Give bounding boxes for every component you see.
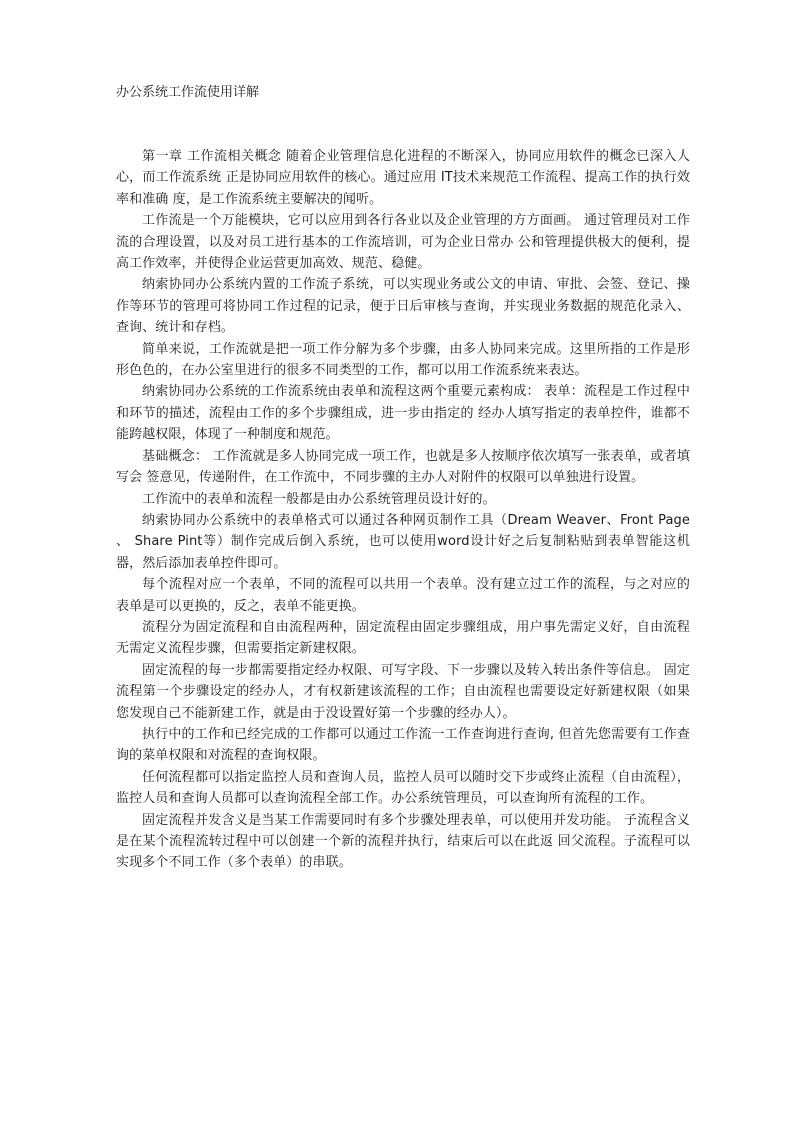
paragraph: 纳索协同办公系统内置的工作流子系统，可以实现业务或公文的申请、审批、会签、登记、操作等环节的管理可将协同工作过程的记录，便于日后审核与查询，并实现业务数据的规范化录入、查询、统计和存档。 <box>116 277 690 336</box>
paragraph: 工作流是一个万能模块，它可以应用到各行各业以及企业管理的方方面画。 通过管理员对工作流的合理设置，以及对员工进行基本的工作流培训，可为企业日常办 公和管理提供极大的便利，提高工作效率，并使得企业运营更加高效、规范、稳健。 <box>116 213 690 272</box>
paragraph: 纳索协同办公系统的工作流系统由表单和流程这两个重要元素构成： 表单：流程是工作过程中和环节的描述，流程由工作的多个步骤组成，进一步由指定的 经办人填写指定的表单控件，谁都不能跨越权限，体现了一种制度和规范。 <box>116 384 690 443</box>
paragraph: 执行中的工作和已经完成的工作都可以通过工作流一工作查询进行查询, 但首先您需要有工作查询的菜单权限和对流程的查询权限。 <box>116 726 690 764</box>
document-title: 办公系统工作流使用详解 <box>116 85 260 100</box>
paragraph: 纳索协同办公系统中的表单格式可以通过各种网页制作工具（Dream Weaver、Front Page 、 Share Pint等）制作完成后倒入系统，也可以使用word设计好之后复制粘贴到表单智能这机器，然后添加表单控件即可。 <box>116 512 690 571</box>
paragraph: 每个流程对应一个表单，不同的流程可以共用一个表单。没有建立过工作的流程，与之对应的表单是可以更换的，反之，表单不能更换。 <box>116 577 690 614</box>
paragraph: 任何流程都可以指定监控人员和查询人员，监控人员可以随时交下步或终止流程（自由流程），监控人员和查询人员都可以查询流程全部工作。办公系统管理员，可以查询所有流程的工作。 <box>116 769 690 807</box>
paragraph: 固定流程的每一步都需要指定经办权限、可写字段、下一步骤以及转入转出条件等信息。 固定流程第一个步骤设定的经办人，才有权新建该流程的工作；自由流程也需要设定好新建权限（如果您发现自己不能新建工作，就是由于没设置好第一个步骤的经办人）。 <box>116 662 690 721</box>
document-body <box>116 146 690 874</box>
paragraph: 第一章 工作流相关概念 随着企业管理信息化进程的不断深入，协同应用软件的概念已深入人心，而工作流系统 正是协同应用软件的核心。通过应用 IT技术来规范工作流程、提高工作的执行效率和准确 度，是工作流系统主要解决的闻听。 <box>116 149 690 207</box>
paragraph: 基础概念： 工作流就是多人协同完成一项工作，也就是多人按顺序依次填写一张表单，或者填写会 签意见，传递附件，在工作流中，不同步骤的主办人对附件的权限可以单独进行设置。 <box>116 448 690 486</box>
paragraph: 工作流中的表单和流程一般都是由办公系统管理员设计好的。 <box>142 491 496 507</box>
paragraph: 简单来说，工作流就是把一项工作分解为多个步骤，由多人协同来完成。这里所指的工作是形形色色的，在办公室里进行的很多不同类型的工作，都可以用工作流系统来表达。 <box>116 341 690 379</box>
paragraph: 流程分为固定流程和自由流程两种，固定流程由固定步骤组成，用户事先需定义好，自由流程无需定义流程步骤，但需要指定新建权限。 <box>116 619 690 657</box>
paragraph: 固定流程并发含义是当某工作需要同时有多个步骤处理表单，可以使用并发功能。 子流程含义是在某个流程流转过程中可以创建一个新的流程并执行，结束后可以在此返 回父流程。子流程可以实现多个不同工作（多个表单）的串联。 <box>116 812 690 871</box>
